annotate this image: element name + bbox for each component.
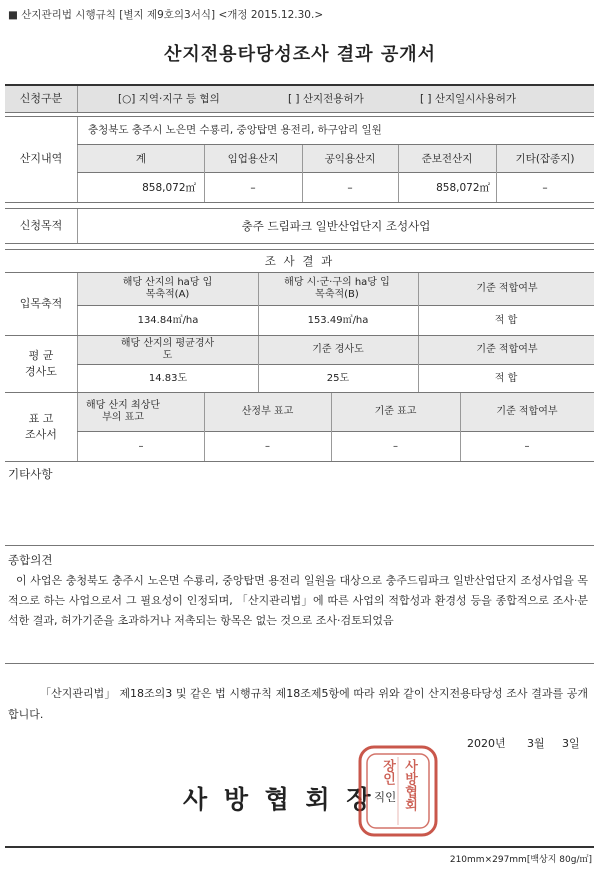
elevation-header-site-top: 해당 산지 최상단부의 표고 xyxy=(86,400,160,423)
forest-details-label: 산지내역 xyxy=(19,152,63,165)
elevation-label xyxy=(5,393,77,461)
date-year: 2020년 xyxy=(467,737,506,750)
slope-label-line1: 평 균 xyxy=(28,349,54,362)
forest-col-public: 공익용산지 xyxy=(324,152,376,165)
forest-col-total: 계 xyxy=(135,152,147,165)
signatory-org: 사 방 협 회 장 xyxy=(183,785,375,814)
overall-opinion-label: 종합의견 xyxy=(8,553,53,567)
slope-header-standard: 기준 경사도 xyxy=(312,344,364,355)
slope-header-compliance: 기준 적합여부 xyxy=(476,344,538,355)
slope-header-site: 해당 산지의 평균경사도 xyxy=(120,338,215,361)
stocking-header-region: 해당 시·군·구의 ha당 입목축적(B) xyxy=(284,277,390,300)
forest-location: 충청북도 충주시 노은면 수룡리, 중앙탑면 용전리, 하구암리 일원 xyxy=(88,124,382,136)
forest-value-public: – xyxy=(347,181,353,194)
elevation-label-line2: 조사서 xyxy=(25,428,57,441)
slope-value-site: 14.83도 xyxy=(148,372,188,384)
elevation-label-line1: 표 고 xyxy=(28,412,54,425)
other-notes-label: 기타사항 xyxy=(8,467,53,481)
seal-label: 직인 xyxy=(374,790,397,804)
forest-value-semi-conservation: 858,072㎡ xyxy=(436,181,490,194)
overall-opinion-text: 이 사업은 충청북도 충주시 노은면 수룡리, 중앙탑면 용전리 일원을 대상으로 충주드림파크 일반산업단지 조성사업을 목적으로 하는 사업으로서 그 필요성이 인정되며, 「산지관리법」에 따른 사업의 적합성과 환경성 등을 종합적으로 조사·분석한 결과, 허가기준을 초과하거나 저촉되는 항목은 없는 것으로 조사·검토되었음 xyxy=(8,574,588,627)
stocking-value-site: 134.84㎥/ha xyxy=(137,314,199,326)
forest-value-forestry: – xyxy=(250,181,256,194)
official-seal-stamp xyxy=(356,743,440,839)
date-month: 3월 xyxy=(527,737,545,750)
stocking-value-compliance: 적 합 xyxy=(494,314,518,326)
purpose-label: 신청목적 xyxy=(19,219,63,232)
forest-col-semi-conservation: 준보전산지 xyxy=(421,152,473,165)
stocking-value-region: 153.49㎥/ha xyxy=(307,314,369,326)
elevation-header-ridge: 산정부 표고 xyxy=(241,406,294,417)
elevation-value-ridge: – xyxy=(265,440,270,452)
forest-col-other: 기타(잡종지) xyxy=(515,152,575,165)
date-day: 3일 xyxy=(562,737,580,750)
elevation-value-site-top: – xyxy=(138,440,144,452)
slope-label xyxy=(5,336,77,392)
elevation-header-compliance: 기준 적합여부 xyxy=(496,406,558,417)
elevation-value-compliance: – xyxy=(524,440,530,452)
slope-value-compliance: 적 합 xyxy=(494,372,518,384)
application-option-temporary-permit: [ ] 산지일시사용허가 xyxy=(420,93,517,105)
slope-label-line2: 경사도 xyxy=(25,365,57,378)
forest-value-total: 858,072㎡ xyxy=(142,181,196,194)
forest-value-other: – xyxy=(542,181,548,194)
application-option-consultation: [○] 지역·지구 등 협의 xyxy=(118,93,220,105)
application-option-conversion-permit: [ ] 산지전용허가 xyxy=(288,93,364,105)
document-title: 산지전용타당성조사 결과 공개서 xyxy=(164,44,436,65)
seal-stamp-text: 사방협회장인 xyxy=(380,759,417,811)
slope-value-standard: 25도 xyxy=(326,372,350,384)
disclosure-statement: 「산지관리법」 제18조의3 및 같은 법 시행규칙 제18조제5항에 따라 위와 같이 산지전용타당성 조사 결과를 공개합니다. xyxy=(8,687,588,721)
paper-spec-footer: 210mm×297mm[백상지 80g/㎡] xyxy=(449,855,592,865)
stocking-label: 입목축적 xyxy=(19,297,63,310)
forest-col-forestry: 임업용산지 xyxy=(227,152,279,165)
purpose-value: 충주 드림파크 일반산업단지 조성사업 xyxy=(241,219,431,233)
elevation-header-standard: 기준 표고 xyxy=(374,406,417,417)
stocking-header-compliance: 기준 적합여부 xyxy=(476,283,538,294)
survey-results-title: 조 사 결 과 xyxy=(264,254,335,268)
elevation-value-standard: – xyxy=(393,440,398,452)
stocking-header-site: 해당 산지의 ha당 입목축적(A) xyxy=(122,277,213,300)
application-type-label: 신청구분 xyxy=(19,92,63,105)
form-reference: ■ 산지관리법 시행규칙 [별지 제9호의3서식] <개정 2015.12.30.> xyxy=(8,9,324,21)
